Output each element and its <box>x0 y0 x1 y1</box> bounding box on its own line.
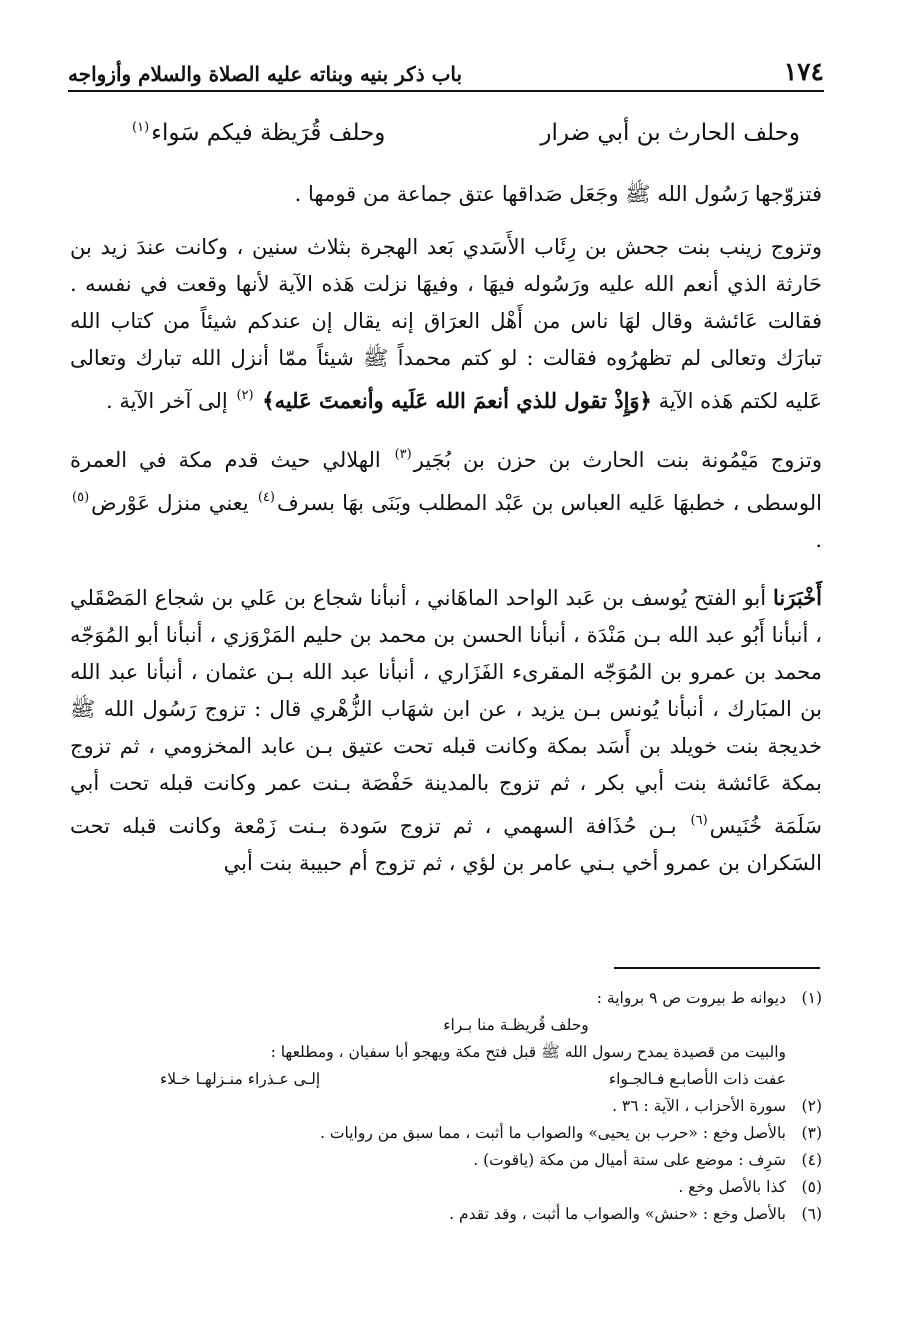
footnote-ref-2[interactable]: (٢) <box>236 388 254 403</box>
footnote-number: (١) <box>801 989 822 1007</box>
page-number: ١٧٤ <box>783 57 824 86</box>
footnote-text: ديوانه ط بيروت ص ٩ برواية : <box>596 989 786 1007</box>
paragraph-4: أَخْبَرَنا أبو الفتح يُوسف بن عَبد الواحد الماهَاني ، أنبأنا شجاع بن عَلي بن شجاع المَصْقَلي ، أنبأنا أَبُو عبد الله بـن مَنْدَة ، أنبأنا الحسن بن محمد بن حليم المَرْوَزي ، أنبأنا أبو المُوَجّه محمد بن عمرو بن المُوَجّه المقرىء الفَزَاري ، أنبأنا عبد الله بـن عثمان ، أنبأنا عبد الله بن المبَارك ، أنبأنا يُونس بـن يزيد ، عن ابن شهَاب الزُّهْري قال : تزوج رَسُول الله ﷺ خديجة بنت خويلد بن أَسَد بمكة وكانت قبله تحت عتيق بـن عابد المخزومي ، ثم تزوج بمكة عَائشة بنت أبي بكر ، ثم تزوج بالمدينة حَفْصَة بـنت عمر وكانت قبله تحت أبي سَلَمَة خُنَيس$^{(٦)}$ بـن حُذَافة السهمي ، ثم تزوج سَودة بـنت زَمْعة وكانت قبله تحت السَكران بن عمرو أخي بـني عامر بن لؤي ، ثم تزوج أم حبيبة بنت أبي <box>70 585 822 875</box>
footnote-verse-hemistich-2: إلـى عـذراء منـزلهـا خـلاء <box>160 1070 321 1088</box>
footnote-text: بالأصل وخع : «حنش» والصواب ما أثبت ، وقد تقدم . <box>449 1205 786 1223</box>
footnotes <box>150 985 822 1228</box>
footnote-1-verse <box>150 1066 822 1093</box>
footnote-1-quote: وحلف قُريظـة منا بـراء <box>443 1016 589 1034</box>
footnote-2 <box>150 1093 822 1120</box>
lead-word: أَخْبَرَنا <box>773 585 822 610</box>
footnote-verse-hemistich-1: عفت ذات الأصابـع فـالجـواء <box>608 1070 786 1088</box>
footnote-ref-3[interactable]: (٣) <box>394 447 412 462</box>
footnote-divider <box>614 967 820 969</box>
footnote-number: (٢) <box>801 1097 822 1115</box>
footnote-ref-5[interactable]: (٥) <box>72 490 90 505</box>
footnote-4 <box>150 1147 822 1174</box>
footnote-number: (٦) <box>801 1205 822 1223</box>
footnote-3 <box>150 1120 822 1147</box>
running-header <box>68 52 824 92</box>
footnote-text: سورة الأحزاب ، الآية : ٣٦ . <box>612 1097 786 1115</box>
verse-hemistich-2: وحلف قُرَيظة فيكم سَواء$^{(١)}$ <box>132 120 386 146</box>
paragraph-3: وتزوج مَيْمُونة بنت الحارث بن حزن بن بُجَير$^{(٣)}$ الهلالي حيث قدم مكة في العمرة الوسطى ، خطبهَا عَليه العباس بن عَبْد المطلب وبَنَى بهَا بسرف$^{(٤)}$ يعني منزل عَوْرض$^{(٥)}$ . <box>70 447 822 552</box>
main-text <box>70 176 822 882</box>
poetry-verse <box>100 120 800 146</box>
footnote-ref-4[interactable]: (٤) <box>257 490 275 505</box>
footnote-text: سَرِف : موضع على ستة أميال من مكة (ياقوت) . <box>473 1151 786 1169</box>
footnote-ref-6[interactable]: (٦) <box>690 813 708 828</box>
paragraph-1: فتزوّجها رَسُول الله ﷺ وجَعَل صَداقها عتق جماعة من قومها . <box>294 182 822 206</box>
footnote-text: كذا بالأصل وخع . <box>678 1178 786 1196</box>
footnote-number: (٣) <box>801 1124 822 1142</box>
chapter-title: باب ذكر بنيه وبناته عليه الصلاة والسلام وأزواجه <box>68 62 463 86</box>
footnote-1 <box>150 985 822 1012</box>
footnote-6 <box>150 1201 822 1228</box>
paragraph-2: وتزوج زينب بنت جحش بن رِئَاب الأَسَدي بَعد الهجرة بثلاث سنين ، وكانت عندَ زيد بن حَارثة الذي أنعم الله عليه ورَسُوله فيهَا ، وفيهَا نزلت هَذه الآية لأنها وقعت في نفسه . فقالت عَائشة وقال لهَا ناس من أَهْل العرَاق إنه يقال إن عندكم شيئاً من كتاب الله تبارَك وتعالى لم تظهرُوه فقالت : لو كتم محمداً ﷺ شيئاً ممّا أنزل الله تبارك وتعالى عَليه لكتم هَذه الآية ﴿وَإِذْ تقول للذي أنعمَ الله عَلَيه وأنعمتَ عَليه﴾ $^{(٢)}$ إلى آخر الآية . <box>70 235 822 413</box>
verse-hemistich-1: وحلف الحارث بن أبي ضرار <box>540 120 800 146</box>
footnote-text: بالأصل وخع : «حرب بن يحيى» والصواب ما أثبت ، مما سبق من روايات . <box>320 1124 786 1142</box>
footnote-5 <box>150 1174 822 1201</box>
quran-quote: ﴿وَإِذْ تقول للذي أنعمَ الله عَلَيه وأنعمتَ عَليه﴾ <box>262 388 652 413</box>
footnote-number: (٤) <box>801 1151 822 1169</box>
footnote-ref-1[interactable]: (١) <box>132 120 150 135</box>
footnote-1-continuation: والبيت من قصيدة يمدح رسول الله ﷺ قبل فتح مكة ويهجو أبا سفيان ، ومطلعها : <box>270 1043 786 1061</box>
footnote-number: (٥) <box>801 1178 822 1196</box>
